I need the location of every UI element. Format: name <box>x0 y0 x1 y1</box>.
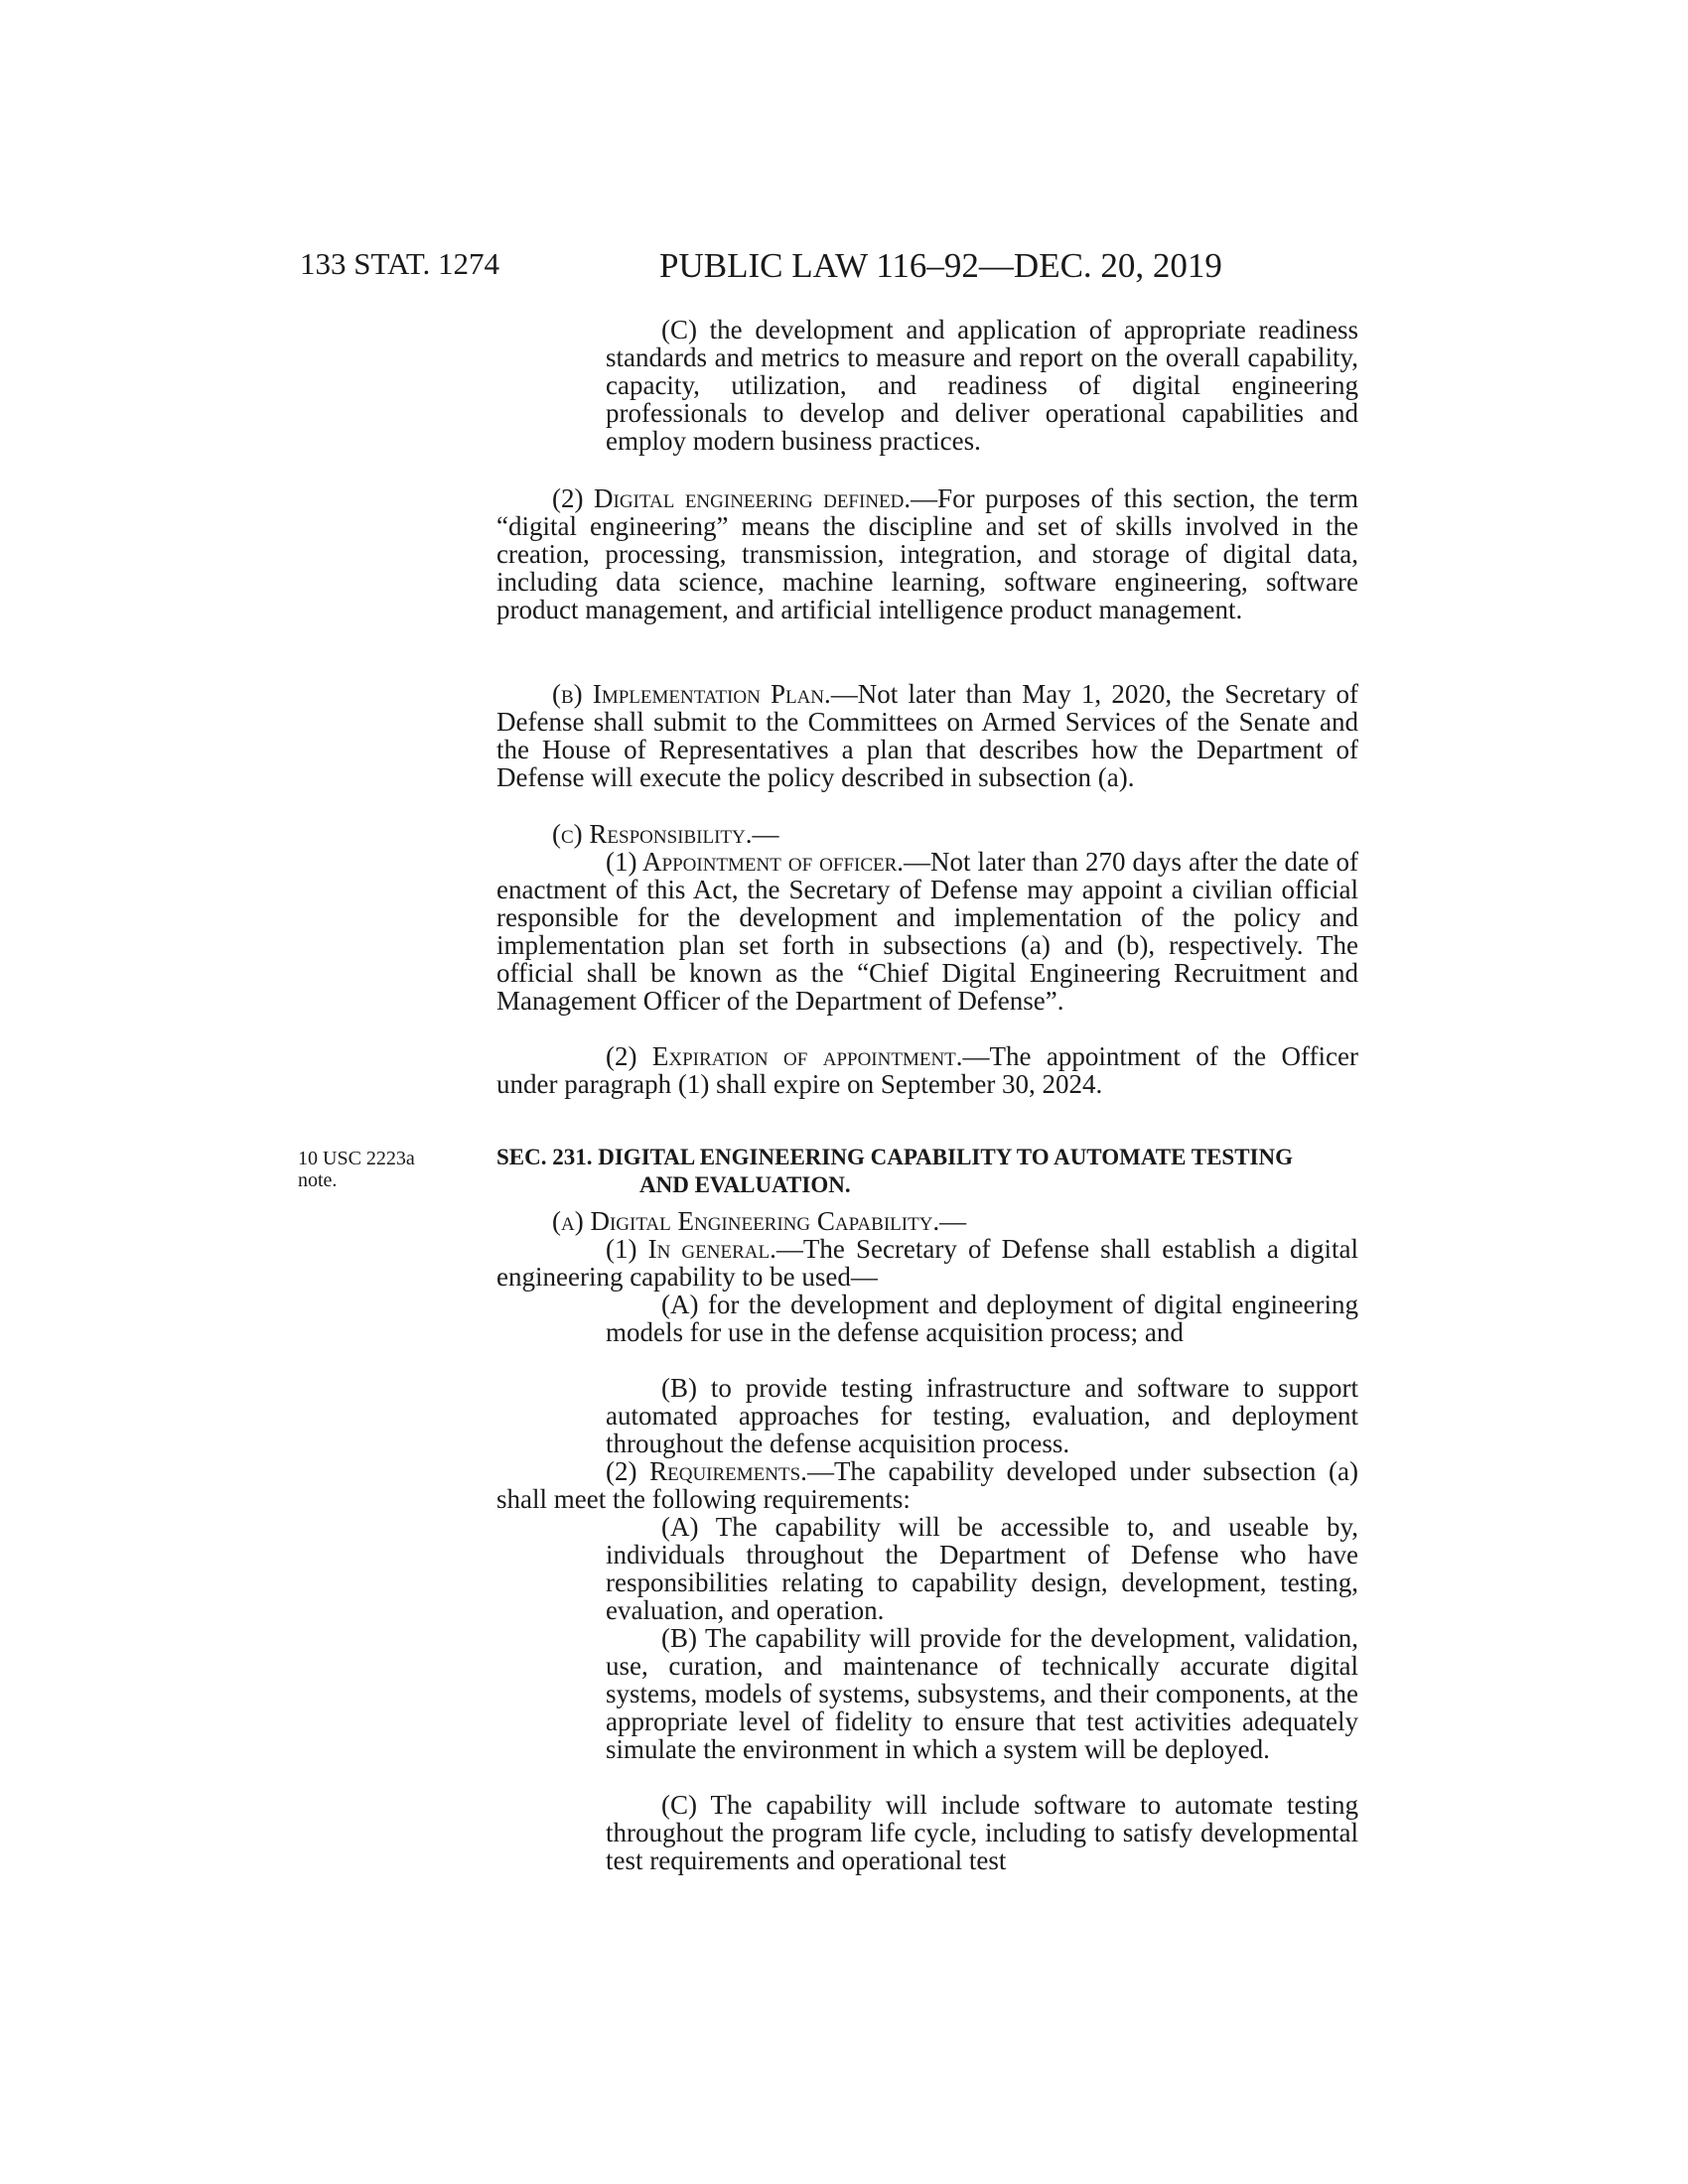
paragraph-text: — <box>939 1206 967 1236</box>
paragraph-appointment-of-officer <box>496 848 1358 1015</box>
paragraph-in-general <box>496 1235 1358 1291</box>
paragraph-implementation-plan <box>496 680 1358 791</box>
heading-digital-engineering-capability: (a) Digital Engineering Capability. <box>552 1206 940 1236</box>
heading-responsibility: (c) Responsibility. <box>552 819 753 849</box>
paragraph-a2-A: (A) The capability will be accessible to, and useable by, individuals throughout the Department of Defense who have responsibilities relating to capability design, development, testing, evaluation, and operation. <box>606 1512 1358 1626</box>
heading-appointment-of-officer: (1) Appointment of officer. <box>606 847 905 877</box>
paragraph-text: —The Secretary of Defense shall establish a digital engineering capability to be used— <box>496 1234 1358 1293</box>
paragraph-responsibility <box>496 820 1358 848</box>
margin-note <box>298 1148 415 1191</box>
paragraph-a2-B: (B) The capability will provide for the development, validation, use, curation, and maintenance of technically accurate digital systems, models of systems, subsystems, and their components, at the appropriate level of fidelity to ensure that test activities adequately simulate the environment in which a system will be deployed. <box>606 1623 1358 1765</box>
heading-requirements: (2) Requirements. <box>606 1456 807 1486</box>
paragraph-requirements <box>496 1457 1358 1513</box>
running-head: PUBLIC LAW 116–92—DEC. 20, 2019 <box>659 246 1222 285</box>
margin-note-label: note. <box>298 1169 338 1191</box>
paragraph-text: —The appointment of the Officer under paragraph (1) shall expire on September 30, 2024. <box>496 1041 1358 1100</box>
paragraph-a2-C: (C) The capability will include software to automate testing throughout the program life cycle, including to satisfy developmental test requirements and operational test <box>606 1790 1358 1876</box>
section-heading-line1: SEC. 231. DIGITAL ENGINEERING CAPABILITY TO AUTOMATE TESTING <box>496 1145 1294 1169</box>
paragraph-text: —Not later than 270 days after the date of enactment of this Act, the Secretary of Defense may appoint a civilian official responsible for the development and implementation of the policy and implementation plan set forth in subsections (a) and (b), respectively. The official shall be known as the “Chief Digital Engineering Recruitment and Management Officer of the Department of Defense”. <box>496 847 1358 1017</box>
margin-note-citation: 10 USC 2223a <box>298 1148 415 1169</box>
paragraph-expiration-of-appointment <box>496 1042 1358 1098</box>
paragraph-digital-engineering-capability <box>496 1207 1358 1235</box>
section-heading <box>496 1144 1358 1199</box>
section-heading-line2: AND EVALUATION. <box>639 1172 851 1197</box>
page-stat-number: 133 STAT. 1274 <box>300 246 500 281</box>
paragraph-a1-B: (B) to provide testing infrastructure and software to support automated approaches for testing, evaluation, and deployment throughout the defense acquisition process. <box>606 1373 1358 1459</box>
heading-expiration-of-appointment: (2) Expiration of appointment. <box>606 1041 963 1071</box>
heading-digital-engineering-defined: (2) Digital engineering defined. <box>552 483 912 513</box>
paragraph-text: — <box>752 819 779 849</box>
paragraph-text: —For purposes of this section, the term “digital engineering” means the discipline and set of skills involved in the creation, processing, transmission, integration, and storage of digital data, including data science, machine learning, software engineering, software product management, and artificial intelligence product management. <box>496 483 1358 625</box>
paragraph-text: —Not later than May 1, 2020, the Secretary of Defense shall submit to the Committees on Armed Services of the Senate and the House of Representatives a plan that describes how the Department of Defense will execute the policy described in subsection (a). <box>496 679 1358 793</box>
heading-implementation-plan: (b) Implementation Plan. <box>552 679 831 709</box>
paragraph-text: —The capability developed under subsection (a) shall meet the following requirements: <box>496 1456 1358 1515</box>
paragraph-digital-engineering-defined <box>496 484 1358 623</box>
paragraph-a1-A: (A) for the development and deployment of digital engineering models for use in the defense acquisition process; and <box>606 1290 1358 1348</box>
heading-in-general: (1) In general. <box>606 1234 776 1264</box>
paragraph-c-readiness: (C) the development and application of appropriate readiness standards and metrics to measure and report on the overall capability, capacity, utilization, and readiness of digital engineering professionals to develop and deliver operational capabilities and employ modern business practices. <box>606 315 1358 457</box>
